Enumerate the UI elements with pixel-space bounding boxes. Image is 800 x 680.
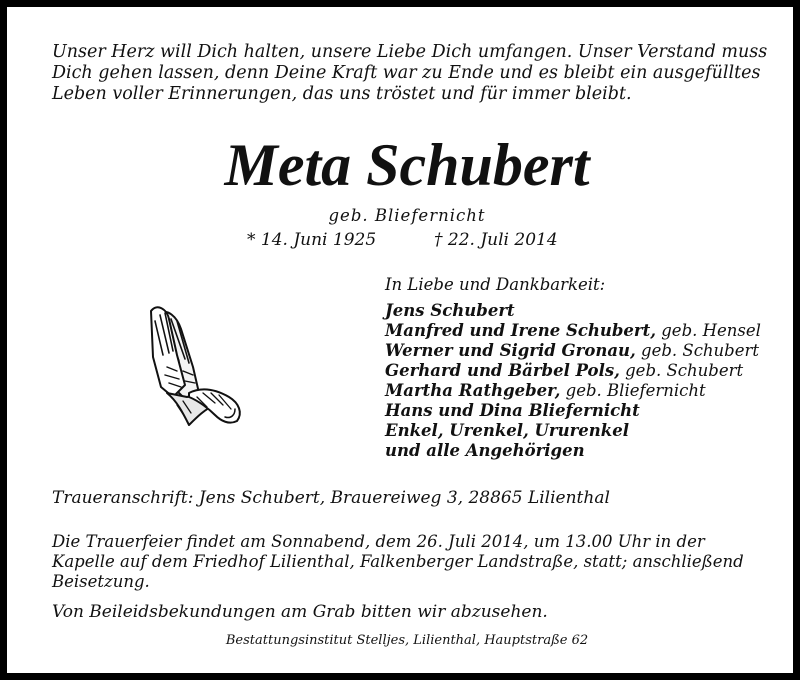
mourner-name: Jens Schubert: [385, 301, 515, 320]
birth-date: * 14. Juni 1925: [247, 230, 377, 250]
condolence-note: Von Beileidsbekundungen am Grab bitten wir abzusehen.: [52, 602, 548, 622]
poem-line: Leben voller Erinnerungen, das uns tröstet und für immer bleibt.: [52, 84, 632, 104]
mourner-name: Manfred und Irene Schubert,: [385, 321, 656, 340]
mourner-row: [385, 361, 785, 381]
mourner-name: Hans und Dina Bliefernicht: [385, 401, 640, 420]
death-date: † 22. Juli 2014: [434, 230, 558, 250]
mourner-row: [385, 441, 785, 461]
funeral-home: Bestattungsinstitut Stelljes, Lilienthal, Hauptstraße 62: [225, 633, 589, 648]
poem-line: Dich gehen lassen, denn Deine Kraft war zu Ende und es bleibt ein ausgefülltes: [52, 63, 761, 83]
mourners-list: [385, 275, 785, 461]
ceremony-line: Die Trauerfeier findet am Sonnabend, dem 26. Juli 2014, um 13.00 Uhr in der: [52, 532, 705, 551]
mourner-row: [385, 341, 785, 361]
mourner-row: [385, 321, 785, 341]
mourner-note: geb. Hensel: [656, 321, 761, 340]
mourner-row: [385, 301, 785, 321]
mourner-note: geb. Bliefernicht: [560, 381, 706, 400]
birth-name: geb. Bliefernicht: [328, 206, 486, 225]
mourner-name: und alle Angehörigen: [385, 441, 585, 460]
mourning-address: Traueranschrift: Jens Schubert, Brauereiweg 3, 28865 Lilienthal: [52, 488, 610, 508]
mourner-name: Enkel, Urenkel, Ururenkel: [385, 421, 629, 440]
mourners-intro: In Liebe und Dankbarkeit:: [385, 275, 606, 294]
poem: [52, 42, 772, 105]
ceremony-info: [52, 532, 772, 592]
mourner-note: geb. Schubert: [619, 361, 744, 380]
mourner-row: [385, 401, 785, 421]
poem-line: Unser Herz will Dich halten, unsere Liebe Dich umfangen. Unser Verstand muss: [52, 42, 768, 62]
mourner-note: geb. Schubert: [635, 341, 760, 360]
ceremony-line: Kapelle auf dem Friedhof Lilienthal, Falkenberger Landstraße, statt; anschließend: [52, 552, 744, 571]
ceremony-line: Beisetzung.: [52, 572, 150, 591]
mourner-name: Martha Rathgeber,: [385, 381, 561, 400]
praying-hands-icon: [137, 297, 257, 437]
mourner-row: [385, 421, 785, 441]
mourner-row: [385, 381, 785, 401]
mourner-name: Werner und Sigrid Gronau,: [385, 341, 636, 360]
mourner-name: Gerhard und Bärbel Pols,: [385, 361, 620, 380]
deceased-name: Meta Schubert: [224, 132, 590, 198]
